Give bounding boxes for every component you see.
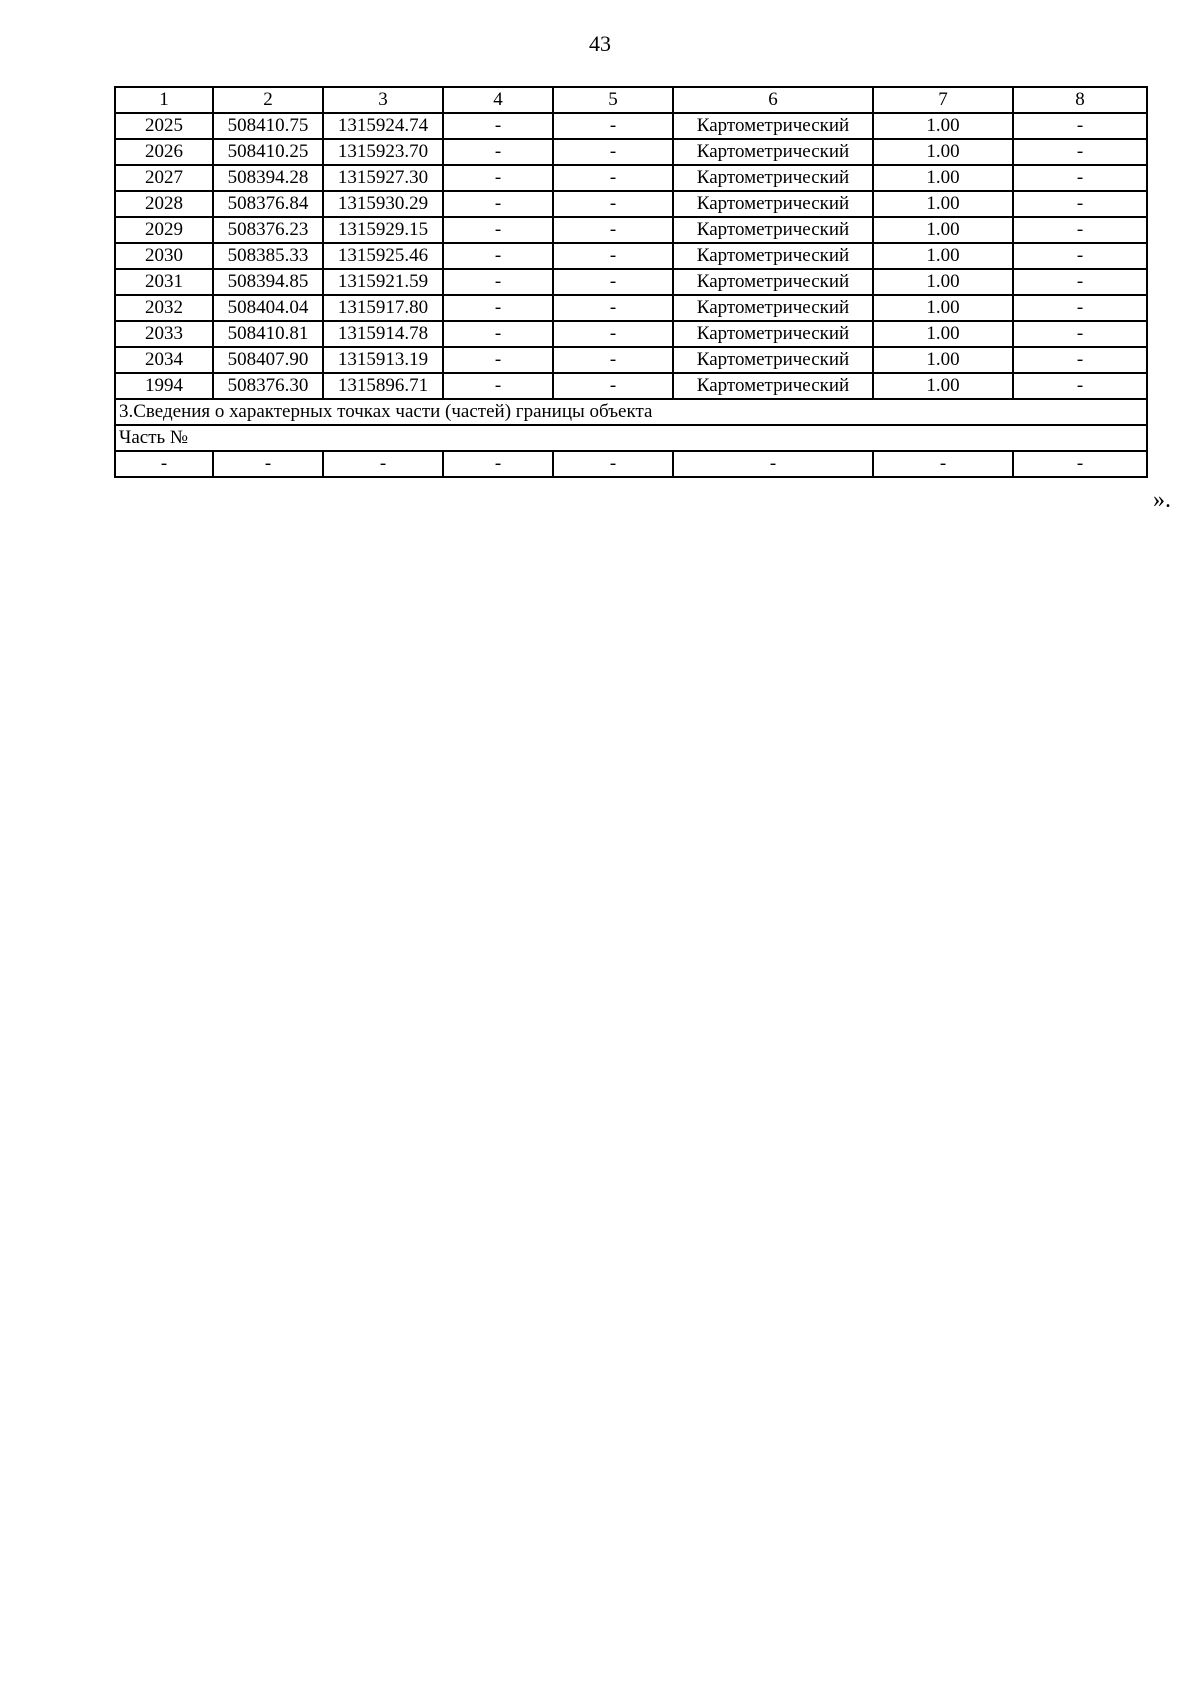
empty-cell: - <box>443 451 553 477</box>
table-cell: Картометрический <box>673 243 873 269</box>
table-cell: - <box>1013 165 1147 191</box>
table-cell: 508410.25 <box>213 139 323 165</box>
table-cell: 1.00 <box>873 347 1013 373</box>
table-cell: Картометрический <box>673 269 873 295</box>
table-cell: 2027 <box>115 165 213 191</box>
header-cell: 5 <box>553 87 673 113</box>
table-cell: - <box>1013 347 1147 373</box>
table-cell: 508410.75 <box>213 113 323 139</box>
table-cell: 1315914.78 <box>323 321 443 347</box>
table-cell: Картометрический <box>673 373 873 399</box>
table-cell: 1.00 <box>873 217 1013 243</box>
table-cell: - <box>553 139 673 165</box>
table-cell: Картометрический <box>673 139 873 165</box>
table-cell: 1.00 <box>873 165 1013 191</box>
empty-cell: - <box>213 451 323 477</box>
table-cell: 508404.04 <box>213 295 323 321</box>
table-cell: 1315913.19 <box>323 347 443 373</box>
closing-quote-mark: ». <box>1153 487 1171 513</box>
table-cell: - <box>443 347 553 373</box>
table-cell: 1315921.59 <box>323 269 443 295</box>
table-cell: - <box>553 295 673 321</box>
table-row <box>115 321 1147 347</box>
header-cell: 8 <box>1013 87 1147 113</box>
empty-cell: - <box>323 451 443 477</box>
table-cell: - <box>1013 113 1147 139</box>
table-cell: 1315924.74 <box>323 113 443 139</box>
table-cell: Картометрический <box>673 295 873 321</box>
characteristic-points-table <box>114 86 1148 478</box>
table-cell: - <box>1013 321 1147 347</box>
page-number: 43 <box>589 31 611 56</box>
table-cell: 508410.81 <box>213 321 323 347</box>
table-row <box>115 295 1147 321</box>
table-row <box>115 373 1147 399</box>
table-cell: - <box>553 243 673 269</box>
table-cell: - <box>553 165 673 191</box>
table-cell: 1.00 <box>873 191 1013 217</box>
table-cell: - <box>443 139 553 165</box>
table-header-row <box>115 87 1147 113</box>
table-cell: - <box>443 321 553 347</box>
table-cell: 1315917.80 <box>323 295 443 321</box>
table-row <box>115 113 1147 139</box>
table-cell: 2028 <box>115 191 213 217</box>
table-cell: - <box>443 269 553 295</box>
header-cell: 3 <box>323 87 443 113</box>
table-cell: 1.00 <box>873 139 1013 165</box>
table-cell: 1.00 <box>873 321 1013 347</box>
table-cell: - <box>443 217 553 243</box>
table-row <box>115 217 1147 243</box>
table-cell: 1.00 <box>873 373 1013 399</box>
empty-cell: - <box>1013 451 1147 477</box>
table-cell: 508407.90 <box>213 347 323 373</box>
table-cell: 1.00 <box>873 243 1013 269</box>
table-cell: 508376.84 <box>213 191 323 217</box>
table-cell: - <box>553 217 673 243</box>
table-cell: - <box>1013 191 1147 217</box>
table-row <box>115 269 1147 295</box>
table-cell: 1.00 <box>873 295 1013 321</box>
table-cell: 508394.85 <box>213 269 323 295</box>
header-cell: 4 <box>443 87 553 113</box>
table-cell: Картометрический <box>673 347 873 373</box>
header-cell: 1 <box>115 87 213 113</box>
table-cell: 1315896.71 <box>323 373 443 399</box>
table-cell: 2031 <box>115 269 213 295</box>
table-cell: - <box>553 113 673 139</box>
table-row <box>115 243 1147 269</box>
table-row <box>115 165 1147 191</box>
header-cell: 2 <box>213 87 323 113</box>
part-label: Часть № <box>115 425 1147 451</box>
table-cell: 2025 <box>115 113 213 139</box>
table-cell: - <box>443 191 553 217</box>
table-cell: - <box>553 321 673 347</box>
table-cell: - <box>553 347 673 373</box>
table-cell: - <box>1013 217 1147 243</box>
header-cell: 7 <box>873 87 1013 113</box>
header-cell: 6 <box>673 87 873 113</box>
table-body <box>115 87 1147 477</box>
table-cell: Картометрический <box>673 191 873 217</box>
table-cell: 508385.33 <box>213 243 323 269</box>
table-cell: - <box>553 191 673 217</box>
table-cell: - <box>443 373 553 399</box>
empty-part-row <box>115 451 1147 477</box>
table-cell: 508376.30 <box>213 373 323 399</box>
table-cell: - <box>1013 295 1147 321</box>
table-cell: 1315923.70 <box>323 139 443 165</box>
table-cell: - <box>443 295 553 321</box>
empty-cell: - <box>873 451 1013 477</box>
table-cell: 2026 <box>115 139 213 165</box>
table-cell: Картометрический <box>673 165 873 191</box>
table-cell: 2030 <box>115 243 213 269</box>
table-cell: - <box>1013 373 1147 399</box>
empty-cell: - <box>553 451 673 477</box>
table-cell: - <box>1013 243 1147 269</box>
empty-cell: - <box>673 451 873 477</box>
section-title-row <box>115 399 1147 425</box>
table-cell: 1315925.46 <box>323 243 443 269</box>
table-cell: 2033 <box>115 321 213 347</box>
table-cell: Картометрический <box>673 217 873 243</box>
table-cell: 508376.23 <box>213 217 323 243</box>
empty-cell: - <box>115 451 213 477</box>
table-cell: - <box>443 113 553 139</box>
part-label-row <box>115 425 1147 451</box>
table-cell: 1315930.29 <box>323 191 443 217</box>
table-cell: 2029 <box>115 217 213 243</box>
table-cell: 508394.28 <box>213 165 323 191</box>
table-cell: Картометрический <box>673 113 873 139</box>
table-cell: 1.00 <box>873 113 1013 139</box>
table-cell: - <box>553 373 673 399</box>
table-row <box>115 139 1147 165</box>
table-row <box>115 191 1147 217</box>
table-cell: 2034 <box>115 347 213 373</box>
table-cell: - <box>443 165 553 191</box>
table-cell: - <box>443 243 553 269</box>
table-cell: 1315929.15 <box>323 217 443 243</box>
table-cell: Картометрический <box>673 321 873 347</box>
table-cell: 1994 <box>115 373 213 399</box>
table-cell: - <box>553 269 673 295</box>
table-cell: 1315927.30 <box>323 165 443 191</box>
table-cell: 1.00 <box>873 269 1013 295</box>
section-title: 3.Сведения о характерных точках части (частей) границы объекта <box>115 399 1147 425</box>
table-cell: - <box>1013 139 1147 165</box>
table-row <box>115 347 1147 373</box>
table-cell: 2032 <box>115 295 213 321</box>
table-cell: - <box>1013 269 1147 295</box>
